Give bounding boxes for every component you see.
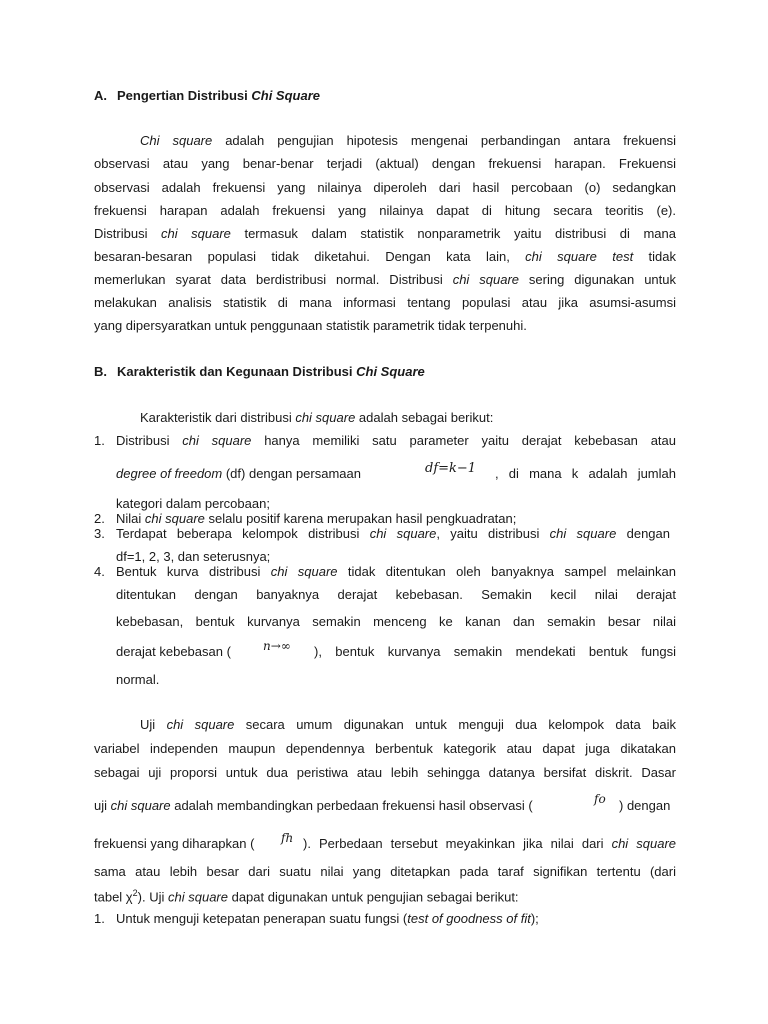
italic-term: chi square — [144, 511, 205, 526]
section-b-intro — [140, 410, 493, 425]
section-b-heading — [94, 364, 425, 379]
text: dapat digunakan untuk pengujian sebagai berikut: — [227, 889, 519, 905]
item-line: df=1, 2, 3, dan seterusnya; — [116, 549, 271, 564]
italic-term: chi square — [295, 410, 356, 425]
superscript: 2 — [132, 888, 138, 898]
list-number: 1. — [94, 433, 105, 448]
para-line — [94, 798, 533, 813]
list-number: 4. — [94, 564, 105, 579]
text: Terdapat beberapa kelompok distribusi — [116, 526, 370, 541]
text: adalah membandingkan perbedaan frekuensi hasil observasi ( — [170, 798, 533, 813]
text: adalah pengujian hipotesis mengenai perbandingan antara frekuensi — [212, 133, 676, 148]
item-line-tail: , di mana k adalah jumlah — [495, 466, 676, 481]
df-formula: df=k−1 — [425, 461, 477, 476]
text: tidak ditentukan oleh banyaknya sampel melainkan — [337, 564, 676, 579]
item-line: kebebasan, bentuk kurvanya semakin menceng ke kanan dan semakin besar nilai — [116, 614, 676, 629]
text: Distribusi — [94, 226, 161, 241]
para-line-tail: ) dengan — [619, 798, 671, 813]
section-b-letter: B. — [94, 364, 107, 379]
italic-term: chi square — [161, 226, 231, 241]
text: memerlukan syarat data berdistribusi normal. Distribusi — [94, 272, 453, 287]
item-line: derajat kebebasan ( — [116, 644, 231, 659]
italic-term: chi square — [452, 272, 519, 287]
italic-term: chi square — [110, 798, 171, 813]
text: Distribusi — [116, 433, 183, 448]
italic-term: chi square — [611, 836, 676, 851]
text: termasuk dalam statistik nonparametrik yaitu distribusi di mana — [230, 226, 676, 241]
text: secara umum digunakan untuk menguji dua kelompok data baik — [234, 717, 676, 732]
text: besaran-besaran populasi tidak diketahui. Dengan kata lain, — [94, 249, 526, 264]
list-number: 1. — [94, 911, 105, 926]
item-line — [116, 564, 676, 579]
text: adalah sebagai berikut: — [355, 410, 494, 425]
text: tidak — [633, 249, 676, 264]
italic-term: degree of freedom — [116, 466, 223, 481]
italic-term: chi square — [549, 526, 617, 541]
text: sering digunakan untuk — [519, 272, 676, 287]
text: Bentuk kurva distribusi — [116, 564, 271, 579]
item-line — [116, 511, 516, 526]
item-line: normal. — [116, 672, 160, 687]
text: dengan — [616, 526, 670, 541]
para-line: observasi adalah frekuensi yang nilainya diperoleh dari hasil percobaan (o) sedangkan — [94, 180, 676, 195]
italic-term: chi square — [270, 564, 338, 579]
para-line: variabel independen maupun dependennya berbentuk kategorik atau dapat juga dikatakan — [94, 741, 676, 756]
text: ). Perbedaan tersebut meyakinkan jika nilai dari — [303, 836, 612, 851]
item-line — [116, 526, 670, 541]
text: Uji — [140, 717, 167, 732]
para-line: melakukan analisis statistik di mana informasi tentang populasi atau jika asumsi-asumsi — [94, 295, 676, 310]
section-a-title-italic: Chi Square — [251, 88, 320, 103]
section-a-title: Pengertian Distribusi — [117, 88, 252, 103]
italic-term: chi square — [182, 433, 252, 448]
item-line — [116, 466, 361, 481]
para-line: observasi atau yang benar-benar terjadi (aktual) dengan frekuensi harapan. Frekuensi — [94, 156, 676, 171]
text: ); — [530, 911, 539, 926]
para-line-tail — [303, 836, 676, 851]
para-line: sama atau lebih besar dari suatu nilai yang ditetapkan pada taraf signifikan tertentu (dari — [94, 864, 676, 879]
para-line: sebagai uji proporsi untuk dua peristiwa atau lebih sehingga datanya bersifat diskrit. Dasar — [94, 765, 676, 780]
section-b-title-italic: Chi Square — [356, 364, 425, 379]
text: Untuk menguji ketepatan penerapan suatu fungsi ( — [116, 911, 408, 926]
para-line — [94, 272, 676, 287]
item-line: kategori dalam percobaan; — [116, 496, 270, 511]
para-line — [140, 133, 676, 148]
para-line — [94, 226, 676, 241]
text: ). Uji — [137, 889, 168, 905]
italic-term: Chi square — [140, 133, 213, 148]
fh-symbol: fh — [281, 831, 294, 845]
italic-term: chi square — [168, 889, 228, 905]
text: (df) dengan persamaan — [222, 466, 361, 481]
para-line — [140, 717, 676, 732]
text: selalu positif karena merupakan hasil pengkuadratan; — [204, 511, 517, 526]
text: uji — [94, 798, 111, 813]
text: Nilai — [116, 511, 145, 526]
para-line: yang dipersyaratkan untuk penggunaan statistik parametrik tidak terpenuhi. — [94, 318, 527, 333]
item-line — [116, 911, 539, 926]
fo-symbol: fo — [594, 792, 606, 806]
list-number: 2. — [94, 511, 105, 526]
section-b-title: Karakteristik dan Kegunaan Distribusi — [117, 364, 357, 379]
item-line-tail: ), bentuk kurvanya semakin mendekati bentuk fungsi — [314, 644, 676, 659]
italic-term: chi square test — [525, 249, 634, 264]
item-line — [116, 433, 676, 448]
n-infinity-formula: n→∞ — [263, 639, 291, 653]
italic-term: test of goodness of fit — [407, 911, 531, 926]
text: , yaitu distribusi — [436, 526, 550, 541]
italic-term: chi square — [166, 717, 235, 732]
list-number: 3. — [94, 526, 105, 541]
item-line: ditentukan dengan banyaknya derajat kebebasan. Semakin kecil nilai derajat — [116, 587, 676, 602]
italic-term: chi square — [369, 526, 437, 541]
section-a-letter: A. — [94, 88, 107, 103]
para-line: frekuensi yang diharapkan ( — [94, 836, 255, 851]
text: Karakteristik dari distribusi — [140, 410, 296, 425]
section-a-heading — [94, 88, 320, 103]
para-line: frekuensi harapan adalah frekuensi yang nilainya dapat di hitung secara teoritis (e). — [94, 203, 676, 218]
para-line — [94, 888, 519, 904]
para-line — [94, 249, 676, 264]
text: hanya memiliki satu parameter yaitu derajat kebebasan atau — [251, 433, 676, 448]
text: tabel χ — [94, 889, 133, 905]
